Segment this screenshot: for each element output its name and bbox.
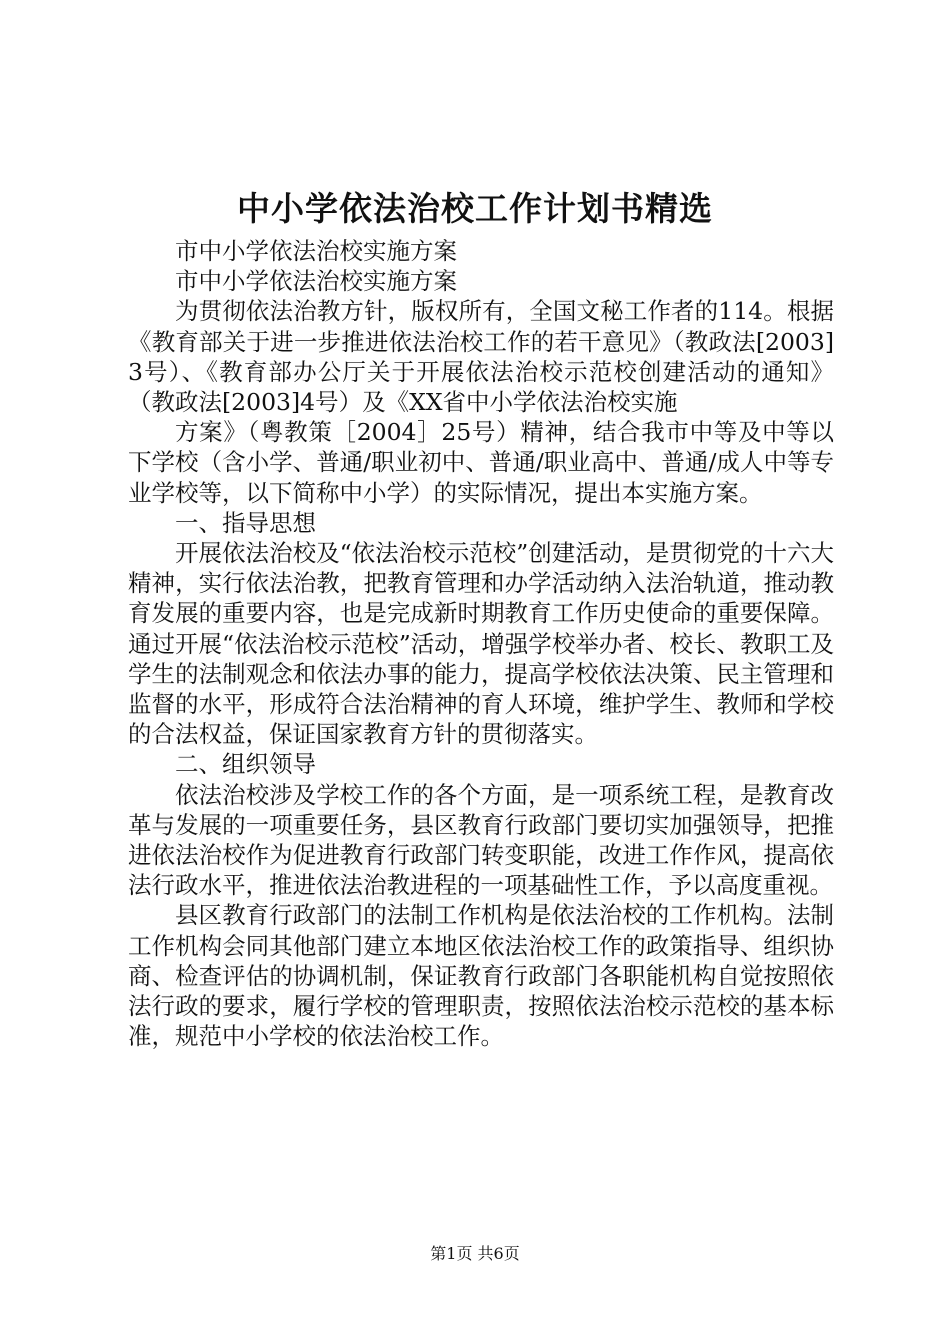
document-title: 中小学依法治校工作计划书精选 (237, 189, 713, 228)
paragraph-subtitle-2: 市中小学依法治校实施方案 (175, 267, 457, 296)
paragraph-intro-continued: 方案》（粤教策［2004］25号）精神，结合我市中等及中等以下学校（含小学、普通/职业初中、普通/职业高中、普通/成人中等专业学校等，以下简称中小学）的实际情况，提出本实施方案。 (128, 418, 834, 507)
paragraph-organization-1: 依法治校涉及学校工作的各个方面，是一项系统工程，是教育改革与发展的一项重要任务，县区教育行政部门要切实加强领导，把推进依法治校作为促进教育行政部门转变职能，改进工作作风，提高依法行政水平，推进依法治教进程的一项基础性工作，予以高度重视。 (128, 780, 834, 900)
paragraph-guiding-ideology: 开展依法治校及“依法治校示范校”创建活动，是贯彻党的十六大精神，实行依法治教，把教育管理和办学活动纳入法治轨道，推动教育发展的重要内容，也是完成新时期教育工作历史使命的重要保障。通过开展“依法治校示范校”活动，增强学校举办者、校长、教职工及学生的法制观念和依法办事的能力，提高学校依法决策、民主管理和监督的水平，形成符合法治精神的育人环境，维护学生、教师和学校的合法权益，保证国家教育方针的贯彻落实。 (128, 539, 834, 749)
paragraph-subtitle-1: 市中小学依法治校实施方案 (175, 237, 457, 265)
section-heading-guiding-ideology: 一、指导思想 (175, 508, 316, 537)
section-heading-organization: 二、组织领导 (175, 750, 316, 779)
document-body (128, 236, 834, 1051)
page-number-footer: 第1页 共6页 (430, 1244, 520, 1263)
paragraph-intro: 为贯彻依法治教方针，版权所有，全国文秘工作者的114。根据《教育部关于进一步推进依法治校工作的若干意见》（教政法[2003]3号）、《教育部办公厅关于开展依法治校示范校创建活动的通知》（教政法[2003]4号）及《XX省中小学依法治校实施 (128, 297, 834, 417)
paragraph-organization-2: 县区教育行政部门的法制工作机构是依法治校的工作机构。法制工作机构会同其他部门建立本地区依法治校工作的政策指导、组织协商、检查评估的协调机制，保证教育行政部门各职能机构自觉按照依法行政的要求，履行学校的管理职责，按照依法治校示范校的基本标准，规范中小学校的依法治校工作。 (128, 901, 834, 1051)
